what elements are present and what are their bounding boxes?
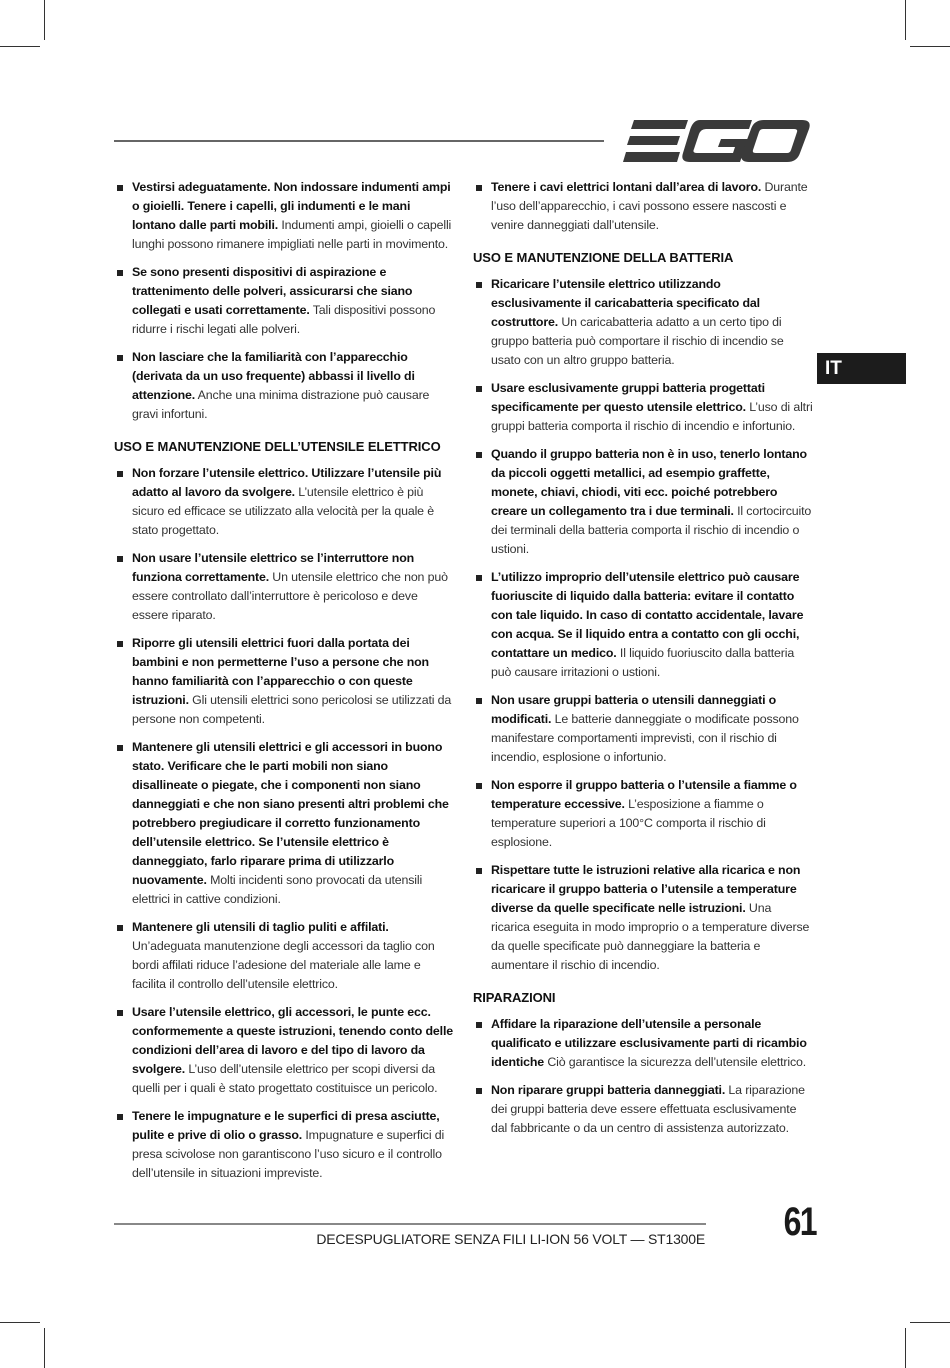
- crop-mark: [0, 46, 40, 47]
- bullet-icon: [476, 783, 482, 789]
- list-item: [473, 379, 813, 436]
- item-text: Una ricarica eseguita in modo improprio o a temperature diverse da quelle specificate può danneggiare la batteria e aumentare il rischio di incendio.: [491, 901, 810, 972]
- bullet-icon: [476, 868, 482, 874]
- item-bold: Ricaricare l’utensile elettrico utilizzando esclusivamente il caricabatteria specificato dal costruttore.: [491, 277, 760, 329]
- item-text: Impugnature e superfici di presa scivolose non garantiscono l’uso sicuro e il controllo dell’utensile in situazioni impreviste.: [132, 1128, 445, 1180]
- list-item: [114, 549, 454, 625]
- item-text: Indumenti ampi, gioielli o capelli lunghi possono rimanere impigliati nelle parti in movimento.: [132, 218, 452, 251]
- bullet-icon: [476, 185, 482, 191]
- list-item: [473, 1015, 813, 1072]
- item-text: Un utensile elettrico che non può essere controllato dall’interruttore è pericoloso e deve essere riparato.: [132, 570, 448, 622]
- list-item: [473, 691, 813, 767]
- bullet-icon: [117, 355, 123, 361]
- item-bold: Non lasciare che la familiarità con l’apparecchio (derivata da un uso frequente) abbassi il livello di attenzione.: [132, 350, 415, 402]
- list-item: [473, 275, 813, 370]
- bullet-icon: [476, 452, 482, 458]
- item-text: Un’adeguata manutenzione degli accessori da taglio con bordi affilati riduce l’adesione del materiale alle lame e facilita il controllo dell’utensile elettrico.: [132, 939, 435, 991]
- bullet-icon: [117, 1114, 123, 1120]
- item-bold: Mantenere gli utensili di taglio puliti e affilati.: [132, 920, 389, 934]
- page-number: 61: [783, 1200, 816, 1244]
- crop-mark: [44, 1328, 45, 1368]
- item-bold: Non riparare gruppi batteria danneggiati.: [491, 1083, 726, 1097]
- section-heading: USO E MANUTENZIONE DELLA BATTERIA: [473, 250, 734, 265]
- bullet-icon: [117, 270, 123, 276]
- footer-title: DECESPUGLIATORE SENZA FILI LI-ION 56 VOLT — ST1300E: [316, 1231, 705, 1247]
- item-bold: Non usare l’utensile elettrico se l’interruttore non funziona correttamente.: [132, 551, 415, 584]
- item-text: Il liquido fuoriuscito dalla batteria può causare irritazioni o ustioni.: [491, 646, 795, 679]
- list-item: [114, 634, 454, 729]
- item-text: L’uso di altri gruppi batteria comporta il rischio di incendio e infortunio.: [491, 400, 813, 433]
- footer-rule: [114, 1223, 706, 1225]
- list-item: [114, 464, 454, 540]
- item-text: Un caricabatteria adatto a un certo tipo di gruppo batteria può comportare il rischio di incendio se usato con un altro gruppo batteria.: [491, 315, 784, 367]
- list-item: [114, 918, 454, 994]
- bullet-icon: [476, 575, 482, 581]
- list-item: [473, 445, 813, 559]
- section-heading: RIPARAZIONI: [473, 990, 556, 1005]
- item-bold: Se sono presenti dispositivi di aspirazione e trattenimento delle polveri, assicurarsi che siano collegati e usati correttamente.: [132, 265, 413, 317]
- item-text: Anche una minima distrazione può causare gravi infortuni.: [132, 388, 430, 421]
- item-bold: Non esporre il gruppo batteria o l’utensile a fiamme o temperature eccessive.: [491, 778, 797, 811]
- item-bold: Rispettare tutte le istruzioni relative alla ricarica e non ricaricare il gruppo batteria o l’utensile a temperature diverse da quelle specificate nelle istruzioni.: [491, 863, 801, 915]
- bullet-icon: [117, 1010, 123, 1016]
- bullet-icon: [476, 282, 482, 288]
- list-item: [114, 178, 454, 254]
- section-heading: USO E MANUTENZIONE DELL’UTENSILE ELETTRICO: [114, 439, 441, 454]
- list-item: [473, 1081, 813, 1138]
- item-bold: Non forzare l’utensile elettrico. Utilizzare l’utensile più adatto al lavoro da svolgere.: [132, 466, 442, 499]
- list-item: [473, 568, 813, 682]
- bullet-icon: [476, 386, 482, 392]
- list-item: [473, 861, 813, 975]
- item-bold: L’utilizzo improprio dell’utensile elettrico può causare fuoriuscite di liquido dalla batteria: evitare il contatto con tale liquido. In caso di contatto accidentale, lavare con acqua. Se il liquido entra a contatto con gli occhi, contattare un medico.: [491, 570, 804, 660]
- item-bold: Tenere i cavi elettrici lontani dall’area di lavoro.: [491, 180, 762, 194]
- crop-mark: [905, 0, 906, 40]
- bullet-icon: [476, 698, 482, 704]
- crop-mark: [910, 1322, 950, 1323]
- item-text: Ciò garantisce la sicurezza dell’utensile elettrico.: [544, 1055, 807, 1069]
- bullet-icon: [117, 471, 123, 477]
- item-text: Molti incidenti sono provocati da utensili elettrici in cattive condizioni.: [132, 873, 423, 906]
- item-bold: Vestirsi adeguatamente. Non indossare indumenti ampi o gioielli. Tenere i capelli, gli indumenti e le mani lontano dalle parti mobili.: [132, 180, 451, 232]
- list-item: [114, 263, 454, 339]
- list-item: [114, 348, 454, 424]
- item-bold: Tenere le impugnature e le superfici di presa asciutte, pulite e prive di olio o grasso.: [132, 1109, 440, 1142]
- list-item: [114, 1107, 454, 1183]
- ego-logo: [622, 118, 812, 164]
- list-item: [114, 738, 454, 909]
- item-text: Tali dispositivi possono ridurre i rischi legati alle polveri.: [132, 303, 436, 336]
- item-text: La riparazione dei gruppi batteria deve essere effettuata esclusivamente dal fabbricante o da un centro di assistenza autorizzato.: [491, 1083, 805, 1135]
- item-bold: Usare l’utensile elettrico, gli accessori, le punte ecc. conformemente a queste istruzioni, tenendo conto delle condizioni dell’area di lavoro e del tipo di lavoro da svolgere.: [132, 1005, 453, 1076]
- item-bold: Mantenere gli utensili elettrici e gli accessori in buono stato. Verificare che le parti mobili non siano disallineate o piegate, che i componenti non siano danneggiati e che non siano presenti altri problemi che potrebbero pregiudicare il corretto funzionamento dell’utensile elettrico. Se l’utensile elettrico è danneggiato, farlo riparare prima di utilizzarlo nuovamente.: [132, 740, 449, 887]
- bullet-icon: [117, 641, 123, 647]
- item-text: L’uso dell’utensile elettrico per scopi diversi da quelli per i quali è stato progettato costituisce un pericolo.: [132, 1062, 438, 1095]
- left-column: [114, 178, 454, 1192]
- item-text: Il cortocircuito dei terminali della batteria comporta il rischio di incendio o ustioni.: [491, 504, 812, 556]
- item-text: L’utensile elettrico è più sicuro ed efficace se utilizzato alla velocità per la quale è stato progettato.: [132, 485, 434, 537]
- list-item: [473, 178, 813, 235]
- crop-mark: [44, 0, 45, 40]
- item-bold: Non usare gruppi batteria o utensili danneggiati o modificati.: [491, 693, 777, 726]
- item-text: Gli utensili elettrici sono pericolosi se utilizzati da persone non competenti.: [132, 693, 452, 726]
- crop-mark: [910, 46, 950, 47]
- item-text: Le batterie danneggiate o modificate possono manifestare comportamenti imprevisti, con il rischio di incendio, esplosione o infortunio.: [491, 712, 799, 764]
- bullet-icon: [476, 1088, 482, 1094]
- list-item: [473, 776, 813, 852]
- bullet-icon: [117, 556, 123, 562]
- item-text: Durante l’uso dell’apparecchio, i cavi possono essere nascosti e venire danneggiati dall’utensile.: [491, 180, 808, 232]
- right-column: [473, 178, 813, 1147]
- bullet-icon: [117, 185, 123, 191]
- item-text: L’esposizione a fiamme o temperature superiori a 100°C comporta il rischio di esplosione.: [491, 797, 766, 849]
- header-rule: [114, 140, 604, 142]
- item-bold: Usare esclusivamente gruppi batteria progettati specificamente per questo utensile elettrico.: [491, 381, 765, 414]
- item-bold: Quando il gruppo batteria non è in uso, tenerlo lontano da piccoli oggetti metallici, ad esempio graffette, monete, chiavi, chiodi, viti ecc. poiché potrebbero creare un collegamento tra i due terminali.: [491, 447, 807, 518]
- bullet-icon: [117, 925, 123, 931]
- item-bold: Riporre gli utensili elettrici fuori dalla portata dei bambini e non permetterne l’uso a persone che non hanno familiarità con l’apparecchio o con queste istruzioni.: [132, 636, 429, 707]
- crop-mark: [905, 1328, 906, 1368]
- list-item: [114, 1003, 454, 1098]
- bullet-icon: [117, 745, 123, 751]
- crop-mark: [0, 1322, 40, 1323]
- bullet-icon: [476, 1022, 482, 1028]
- item-bold: Affidare la riparazione dell’utensile a personale qualificato e utilizzare esclusivamente parti di ricambio identiche: [491, 1017, 807, 1069]
- language-tab: IT: [817, 353, 906, 384]
